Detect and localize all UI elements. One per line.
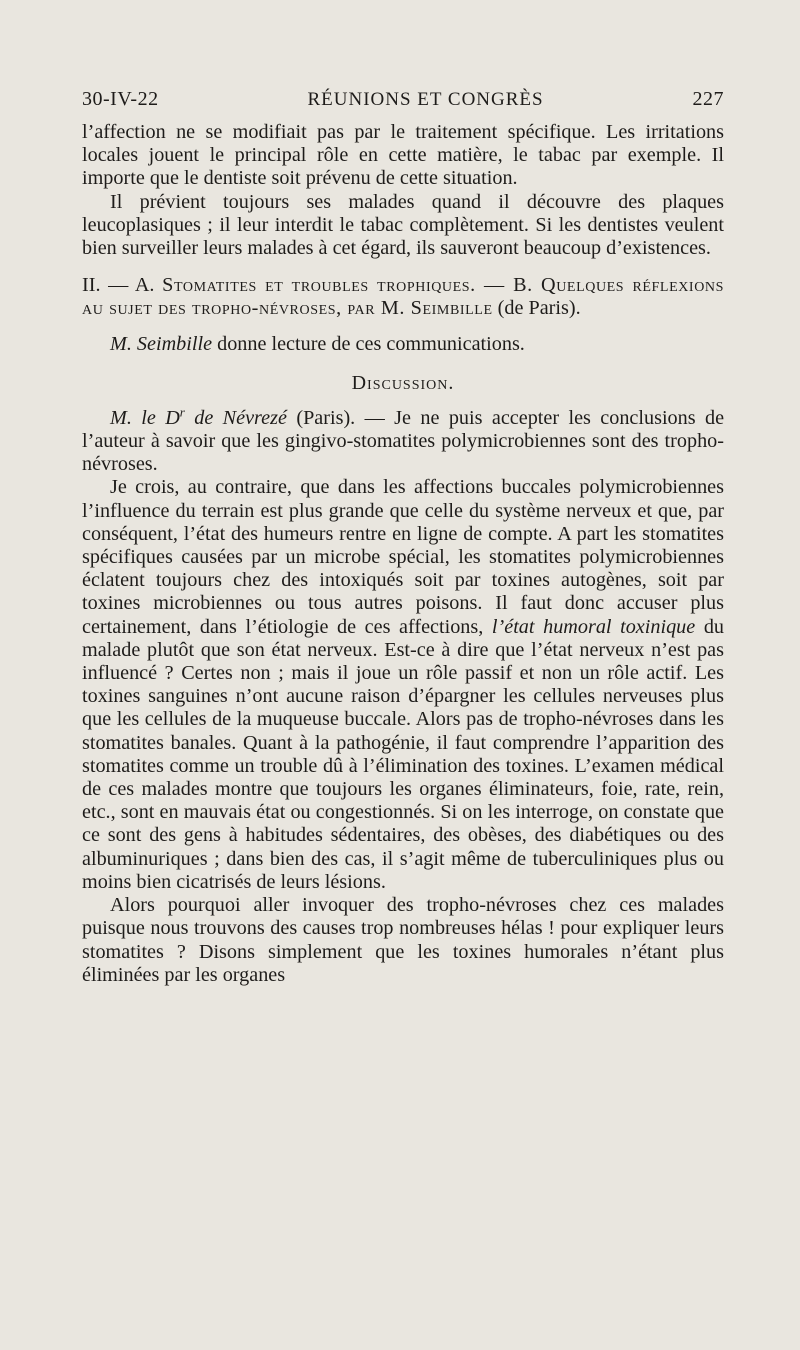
speaker-superscript: r (179, 404, 185, 420)
discussion-paragraph-2 (82, 476, 724, 894)
speaker-name: de Névrezé (194, 406, 287, 429)
discussion-text-2-italic: l’état humoral toxinique (491, 615, 696, 638)
speaker-place: (Paris). (296, 406, 356, 429)
paragraph-1: l’affection ne se modifiait pas par le traitement spécifique. Les irritations locales jouent le principal rôle en cette matière, le tabac par exemple. Il importe que le dentiste soit prévenu de cette situation. (82, 121, 724, 190)
section-title: Stomatites et troubles trophiques. — B. Quelques réflexions au sujet des tropho-névroses, par M. Seimbille (82, 274, 724, 320)
communication-text: donne lecture de ces communications. (217, 332, 525, 355)
discussion-text-1: — Je ne puis accepter les conclusions de l’auteur à savoir que les gingivo-stomatites polymicrobiennes sont des tropho-névroses. (82, 406, 725, 476)
section-number: II. — A. (82, 274, 155, 297)
header-title: RÉUNIONS ET CONGRÈS (307, 89, 544, 110)
speaker-prefix: M. le D (110, 406, 180, 429)
header-date: 30-IV-22 (82, 88, 159, 110)
discussion-text-2-end: du malade plutôt que son état nerveux. Est-ce à dire que l’état nerveux n’est pas influencé ? Certes non ; mais il joue un rôle passif et non un rôle actif. Les toxines sanguines n’ont aucune raison d’épargner les cellules nerveuses plus que les cellules de la muqueuse buccale. Alors pas de tropho-névroses dans les stomatites banales. Quant à la pathogénie, il faut comprendre l’apparition des stomatites comme un trouble dû à l’élimination des toxines. L’examen médical de ces malades montre que toujours les organes éliminateurs, foie, rate, rein, etc., sont en mauvais état ou congestionnés. Si on les interroge, on constate que ce sont des gens à habitudes sédentaires, des obèses, des diabétiques ou des albuminuriques ; dans bien des cas, il s’agit même de tuberculiniques plus ou moins bien cicatrisés de leurs lésions. (82, 615, 725, 893)
communication-speaker: M. Seimbille (110, 332, 213, 355)
discussion-paragraph-3: Alors pourquoi aller invoquer des tropho-névroses chez ces malades puisque nous trouvons des causes trop nombreuses hélas ! pour expliquer leurs stomatites ? Disons simplement que les toxines humorales n’étant plus éliminées par les organes (82, 894, 724, 986)
discussion-text-2-start: Je crois, au contraire, que dans les affections buccales polymicrobiennes l’influence du terrain est plus grande que celle du système nerveux et que, par conséquent, l’état des humeurs rentre en ligne de compte. A part les stomatites spécifiques causées par un microbe spécial, les stomatites polymicrobiennes éclatent toujours chez des intoxiqués soit par toxines autogènes, soit par toxines microbiennes ou tous autres poisons. Il faut donc accuser plus certainement, dans l’étiologie de ces affections, (82, 476, 724, 638)
discussion-speaker (110, 404, 287, 429)
discussion-paragraph-1 (82, 404, 725, 477)
section-heading (82, 274, 724, 320)
section-origin: (de Paris). (497, 297, 581, 320)
running-header (82, 88, 724, 111)
page-number: 227 (692, 88, 724, 110)
paragraph-2: Il prévient toujours ses malades quand il découvre des plaques leucoplasiques ; il leur interdit le tabac complètement. Si les dentistes veulent bien surveiller leurs malades à cet égard, ils sauveront beaucoup d’existences. (82, 190, 724, 260)
communication-line (82, 333, 724, 356)
discussion-heading: Discussion. (351, 371, 455, 394)
